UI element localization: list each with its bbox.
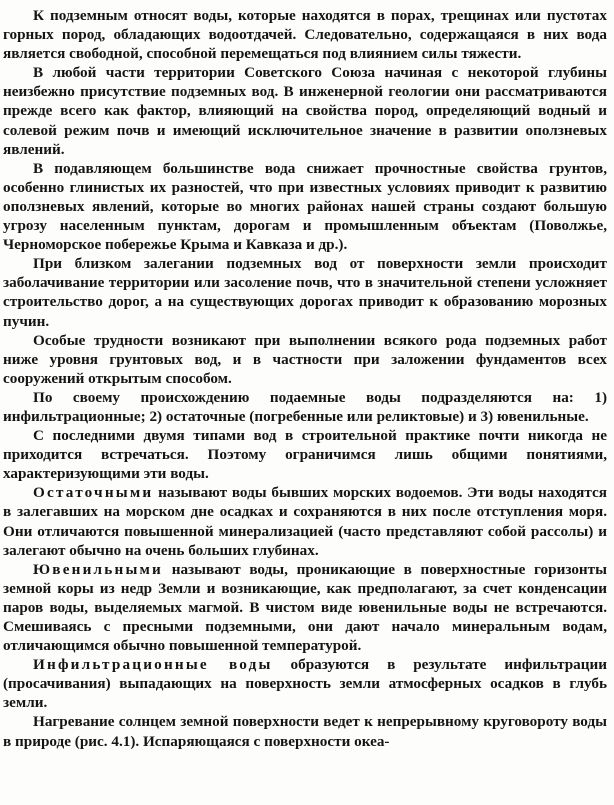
paragraph-text: В подавляющем большинстве вода снижает прочностные свойства грунтов, особенно глинистых их разностей, что при известных условиях приводит к развитию оползневых явлений, которые во многих районах нашей страны создают большую угрозу населенным пунктам, дорогам и промышленным объектам (Поволжье, Черноморское побережье Крыма и Кавказа и др.). <box>3 159 607 254</box>
paragraph-underground-works <box>3 331 607 388</box>
paragraph-text: называют воды, проникающие в поверхностные горизонты земной коры из недр Земли и возникающие, как предполагают, за счет конденсации паров воды, выделяемых магмой. В чистом виде ювенильные воды не встречаются. Смешиваясь с пресными подземными, они дают начало минеральным водам, отличающимся обычно повышенной температурой. <box>3 560 607 655</box>
paragraph-text: называют воды бывших морских водоемов. Эти воды находятся в залегавших на морском дне осадках и сохраняются в них после отступления моря. Они отличаются повышенной минерализацией (часто представляют собой рассолы) и залегают обычно на очень больших глубинах. <box>3 484 607 559</box>
paragraph-text: Особые трудности возникают при выполнении всякого рода подземных работ ниже уровня грунтовых вод, и в частности при заложении фундаментов всех сооружений открытым способом. <box>3 331 607 387</box>
paragraph-rare-types <box>3 426 607 483</box>
term-infiltration: Инфильтрационные воды <box>33 656 273 674</box>
paragraph-text: образуются в результате инфильтрации (просачивания) выпадающих на поверхность земли атмосферных осадков в глубь земли. <box>3 656 608 712</box>
paragraph-text: С последними двумя типами вод в строительной практике почти никогда не приходится встречаться. Поэтому ограничимся лишь общими понятиями, характеризующими эти воды. <box>3 427 607 483</box>
paragraph-text: К подземным относят воды, которые находятся в порах, трещинах или пустотах горных пород, обладающих водоотдачей. Следовательно, содержащаяся в них вода является свободной, способной перемещаться под влиянием силы тяжести. <box>3 7 607 63</box>
paragraph-groundwater-presence <box>3 63 607 158</box>
term-juvenile: Ювенильными <box>33 560 164 578</box>
paragraph-origin-classification <box>3 388 607 426</box>
paragraph-infiltration-waters <box>3 655 607 712</box>
term-residual: Остаточными <box>33 484 154 502</box>
paragraph-strength-reduction <box>3 159 607 254</box>
paragraph-text: Нагревание солнцем земной поверхности ведет к непрерывному круговороту воды в природе (рис. 4.1). Испаряющаяся с поверхности океа- <box>3 713 607 750</box>
paragraph-text: По своему происхождению подаемные воды подразделяются на: 1) инфильтрационные; 2) остаточные (погребенные или реликтовые) и 3) ювенильные. <box>3 388 607 425</box>
paragraph-groundwater-definition <box>3 6 607 63</box>
paragraph-residual-waters <box>3 483 607 559</box>
paragraph-water-cycle <box>3 712 607 750</box>
paragraph-text: При близком залегании подземных вод от поверхности земли происходит заболачивание территории или засоление почв, что в значительной степени усложняет строительство дорог, а на существующих дорогах приводит к образованию морозных пучин. <box>3 255 607 330</box>
paragraph-juvenile-waters <box>3 560 607 655</box>
paragraph-text: В любой части территории Советского Союза начиная с некоторой глубины неизбежно присутствие подземных вод. В инженерной геологии они рассматриваются прежде всего как фактор, влияющий на свойства пород, определяющий водный и солевой режим почв и имеющий исключительное значение в развитии оползневых явлений. <box>3 64 607 158</box>
paragraph-waterlogging <box>3 254 607 330</box>
